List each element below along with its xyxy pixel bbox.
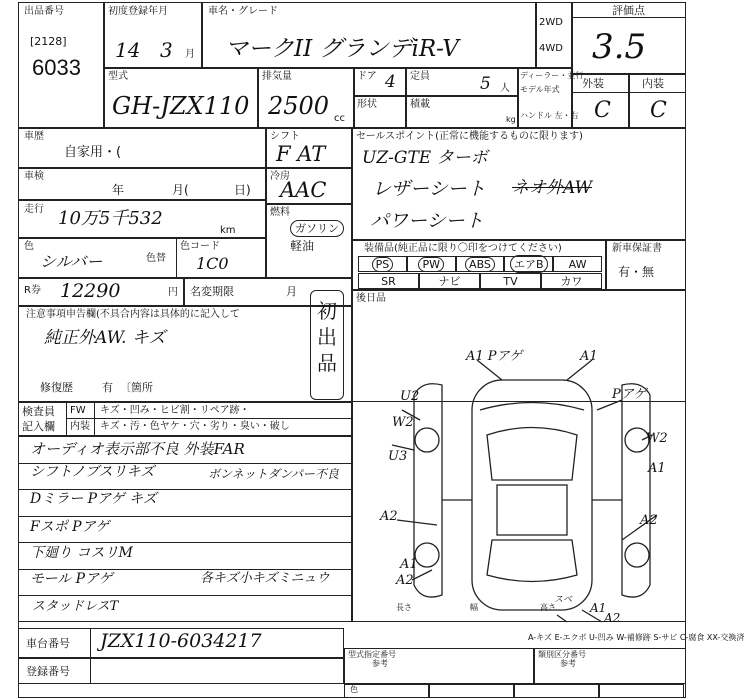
inspection-box [18, 168, 266, 200]
mileage-label: 走行 [24, 204, 44, 215]
mileage-value: 10万5千532 [58, 208, 163, 229]
recycle-label: R券 [24, 285, 41, 296]
mark-lf3: U3 [388, 449, 408, 464]
type-cert-sub: 参考 [372, 659, 388, 668]
first-reg-month-unit: 月 [185, 49, 195, 60]
remark-3: ボンネットダンパー不良 [208, 467, 339, 481]
inspector-fw-items: キズ・凹み・ヒビ割・リペア跡・ [100, 405, 250, 416]
mark-rw: W2 [646, 431, 668, 446]
type-label: 型式 [108, 71, 128, 82]
warranty-label: 新車保証書 [612, 243, 662, 254]
equipment-label: 装備品(純正品に限り〇印をつけてください) [364, 243, 562, 254]
mark-l-mid: A2 [380, 509, 398, 524]
remark-rule [18, 569, 352, 570]
drive-4wd: 4WD [539, 43, 563, 54]
remark-6: 下廻り コスリM [30, 545, 133, 561]
length-label: 長さ [396, 603, 412, 612]
remark-rule [18, 542, 352, 543]
capacity-unit: 人 [500, 83, 510, 94]
load-label: 積載 [410, 99, 430, 110]
equipment-item: SR [358, 273, 419, 289]
inspection-month: 月( [172, 183, 189, 197]
fuel-gas-circled: ガソリン [290, 220, 344, 237]
color-label: 色 [24, 241, 34, 252]
notice-value: 純正外AW. キズ [44, 328, 166, 348]
mark-bottom-r: A1 [590, 601, 607, 615]
equipment-item: ABS [456, 256, 505, 272]
mark-lf2: W2 [392, 415, 414, 430]
aircon-value: AAC [280, 178, 327, 202]
sales-point-3: パワーシート [370, 210, 484, 232]
category-label: 類別区分番号 [538, 650, 586, 659]
width-label: 幅 [470, 603, 478, 612]
int-value: C [650, 98, 667, 123]
notice-label: 注意事項申告欄(不具合内容は具体的に記入して [26, 309, 240, 320]
inspection-day: 日) [234, 183, 251, 197]
equipment-item: カワ [541, 273, 602, 289]
history-value: 自家用・( [64, 145, 122, 160]
mark-l-rear2: A2 [396, 573, 414, 588]
int-label: 内装 [642, 77, 664, 90]
first-reg-month: 3 [160, 38, 173, 62]
capacity-label: 定員 [410, 71, 430, 82]
mark-lf1: U2 [400, 389, 420, 404]
color-value: シルバー [40, 252, 103, 271]
chassis-label: 車台番号 [26, 637, 70, 650]
equipment-item: エアB [504, 256, 553, 272]
mark-bottom-l: スベ [554, 595, 573, 605]
bottom-color-label: 色 [350, 685, 358, 694]
bottom-cell [429, 684, 514, 698]
capacity-value: 5 [480, 74, 491, 94]
history-label: 車歴 [24, 131, 44, 142]
inspection-year: 年 [112, 183, 125, 197]
doors-label: ドア [357, 71, 377, 82]
model-year-label: モデル年式 [520, 85, 560, 94]
inspector-label-1: 検査員 [22, 405, 55, 418]
repair-has: 有 [102, 381, 113, 394]
grade-value: 3.5 [592, 27, 647, 67]
mileage-unit: km [220, 225, 236, 236]
mark-bottom-r2: A2 [604, 611, 621, 625]
remark-rule [18, 489, 352, 490]
shift-label: シフト [270, 131, 300, 142]
ext-value: C [594, 98, 611, 123]
bottom-cell [599, 684, 684, 698]
doors-value: 4 [385, 72, 396, 92]
remark-5: Fスポ Pアゲ [30, 519, 110, 535]
handle-label: ハンドル 左・右 [520, 111, 579, 120]
grade-label: 評価点 [612, 4, 645, 17]
shift-value: F AT [276, 142, 326, 166]
sales-point-1: UZ-GTE ターボ [362, 148, 488, 168]
inspector-label-2: 記入欄 [22, 420, 55, 433]
remark-9: スタッドレスT [32, 599, 119, 614]
remark-rule [18, 516, 352, 517]
damage-legend: A-キズ E-エクボ U-凹み W-補修跡 S-サビ C-腐食 XX-交換済 [528, 633, 744, 642]
category-sub: 参考 [560, 659, 576, 668]
displacement-label: 排気量 [262, 71, 292, 82]
fuel-diesel: 軽油 [290, 239, 315, 253]
bottom-cell [514, 684, 599, 698]
recycle-unit: 円 [168, 287, 178, 298]
fuel-label: 燃料 [270, 207, 290, 218]
reg-label: 登録番号 [26, 665, 70, 678]
displacement-unit: cc [334, 113, 345, 124]
model-label: 車名・グレード [208, 6, 278, 17]
remark-2: シフトノブスリキズ [30, 464, 155, 480]
sales-points-label: セールスポイント(正常に機能するものに限ります) [356, 131, 583, 142]
inspection-label: 車検 [24, 171, 44, 182]
later-date-label: 後日品 [356, 293, 386, 304]
sales-point-2: レザーシート [372, 178, 486, 200]
equipment-item: ナビ [419, 273, 480, 289]
ext-label: 外装 [582, 77, 604, 90]
mark-rr: A1 [648, 461, 666, 476]
repair-bracket: 〔箇所 [120, 381, 153, 394]
equipment-item: AW [553, 256, 602, 272]
displacement-value: 2500 [268, 92, 330, 120]
color-code-label: 色コード [180, 241, 220, 252]
inspector-fw: FW [70, 405, 86, 416]
equipment-item: TV [480, 273, 541, 289]
shape-label: 形状 [357, 99, 377, 110]
lot-code: [2128] [30, 35, 67, 48]
mark-rf: Pアゲ [612, 387, 647, 402]
name-change-label: 名変期限 [190, 285, 234, 298]
height-label: 高さ [540, 603, 556, 612]
first-reg-year: 14 [115, 38, 141, 62]
mark-r-rear: A2 [640, 513, 658, 528]
remark-8: 各キズ小キズミニュウ [200, 571, 330, 586]
inspector-int-label: 内装 [70, 421, 90, 432]
chassis-value: JZX110-6034217 [100, 630, 262, 652]
repair-label: 修復歴 [40, 381, 73, 394]
mark-top: A1 Pアゲ [466, 349, 523, 364]
type-value: GH-JZX110 [112, 92, 250, 120]
color-tone: 色替 [146, 253, 166, 264]
color-code-value: 1C0 [196, 254, 229, 273]
recycle-value: 12290 [60, 280, 121, 302]
first-stamp: 初出品 [317, 299, 337, 375]
lot-label: 出品番号 [24, 6, 64, 17]
remark-4: Dミラー Pアゲ キズ [30, 491, 157, 507]
equipment-row-2 [358, 273, 602, 289]
name-change-unit: 月 [286, 285, 297, 298]
equipment-row-1 [358, 256, 602, 272]
mark-l-rear1: A1 [400, 557, 418, 572]
remark-rule [18, 595, 352, 596]
aircon-label: 冷房 [270, 171, 290, 182]
type-cert-label: 型式指定番号 [348, 650, 396, 659]
remark-1: オーディオ表示部不良 外装FAR [30, 440, 245, 458]
drive-box [536, 2, 572, 68]
dealer-label: ディーラー・並行 [520, 71, 584, 80]
mark-top-right: A1 [580, 349, 598, 364]
history-box [18, 128, 266, 168]
load-unit: kg [506, 115, 516, 124]
model-value: マークII グランデiR-V [225, 36, 459, 62]
lot-number: 6033 [32, 55, 81, 80]
remark-7: モール Pアゲ [30, 571, 113, 587]
sales-point-struck: ネオ外AW [512, 178, 593, 198]
warranty-value: 有・無 [618, 265, 655, 279]
drive-2wd: 2WD [539, 17, 563, 28]
equipment-item: PW [407, 256, 456, 272]
first-reg-label: 初度登録年月 [108, 6, 168, 17]
equipment-item: PS [358, 256, 407, 272]
inspector-int-items: キズ・汚・色ヤケ・穴・劣り・臭い・破し [100, 421, 290, 432]
